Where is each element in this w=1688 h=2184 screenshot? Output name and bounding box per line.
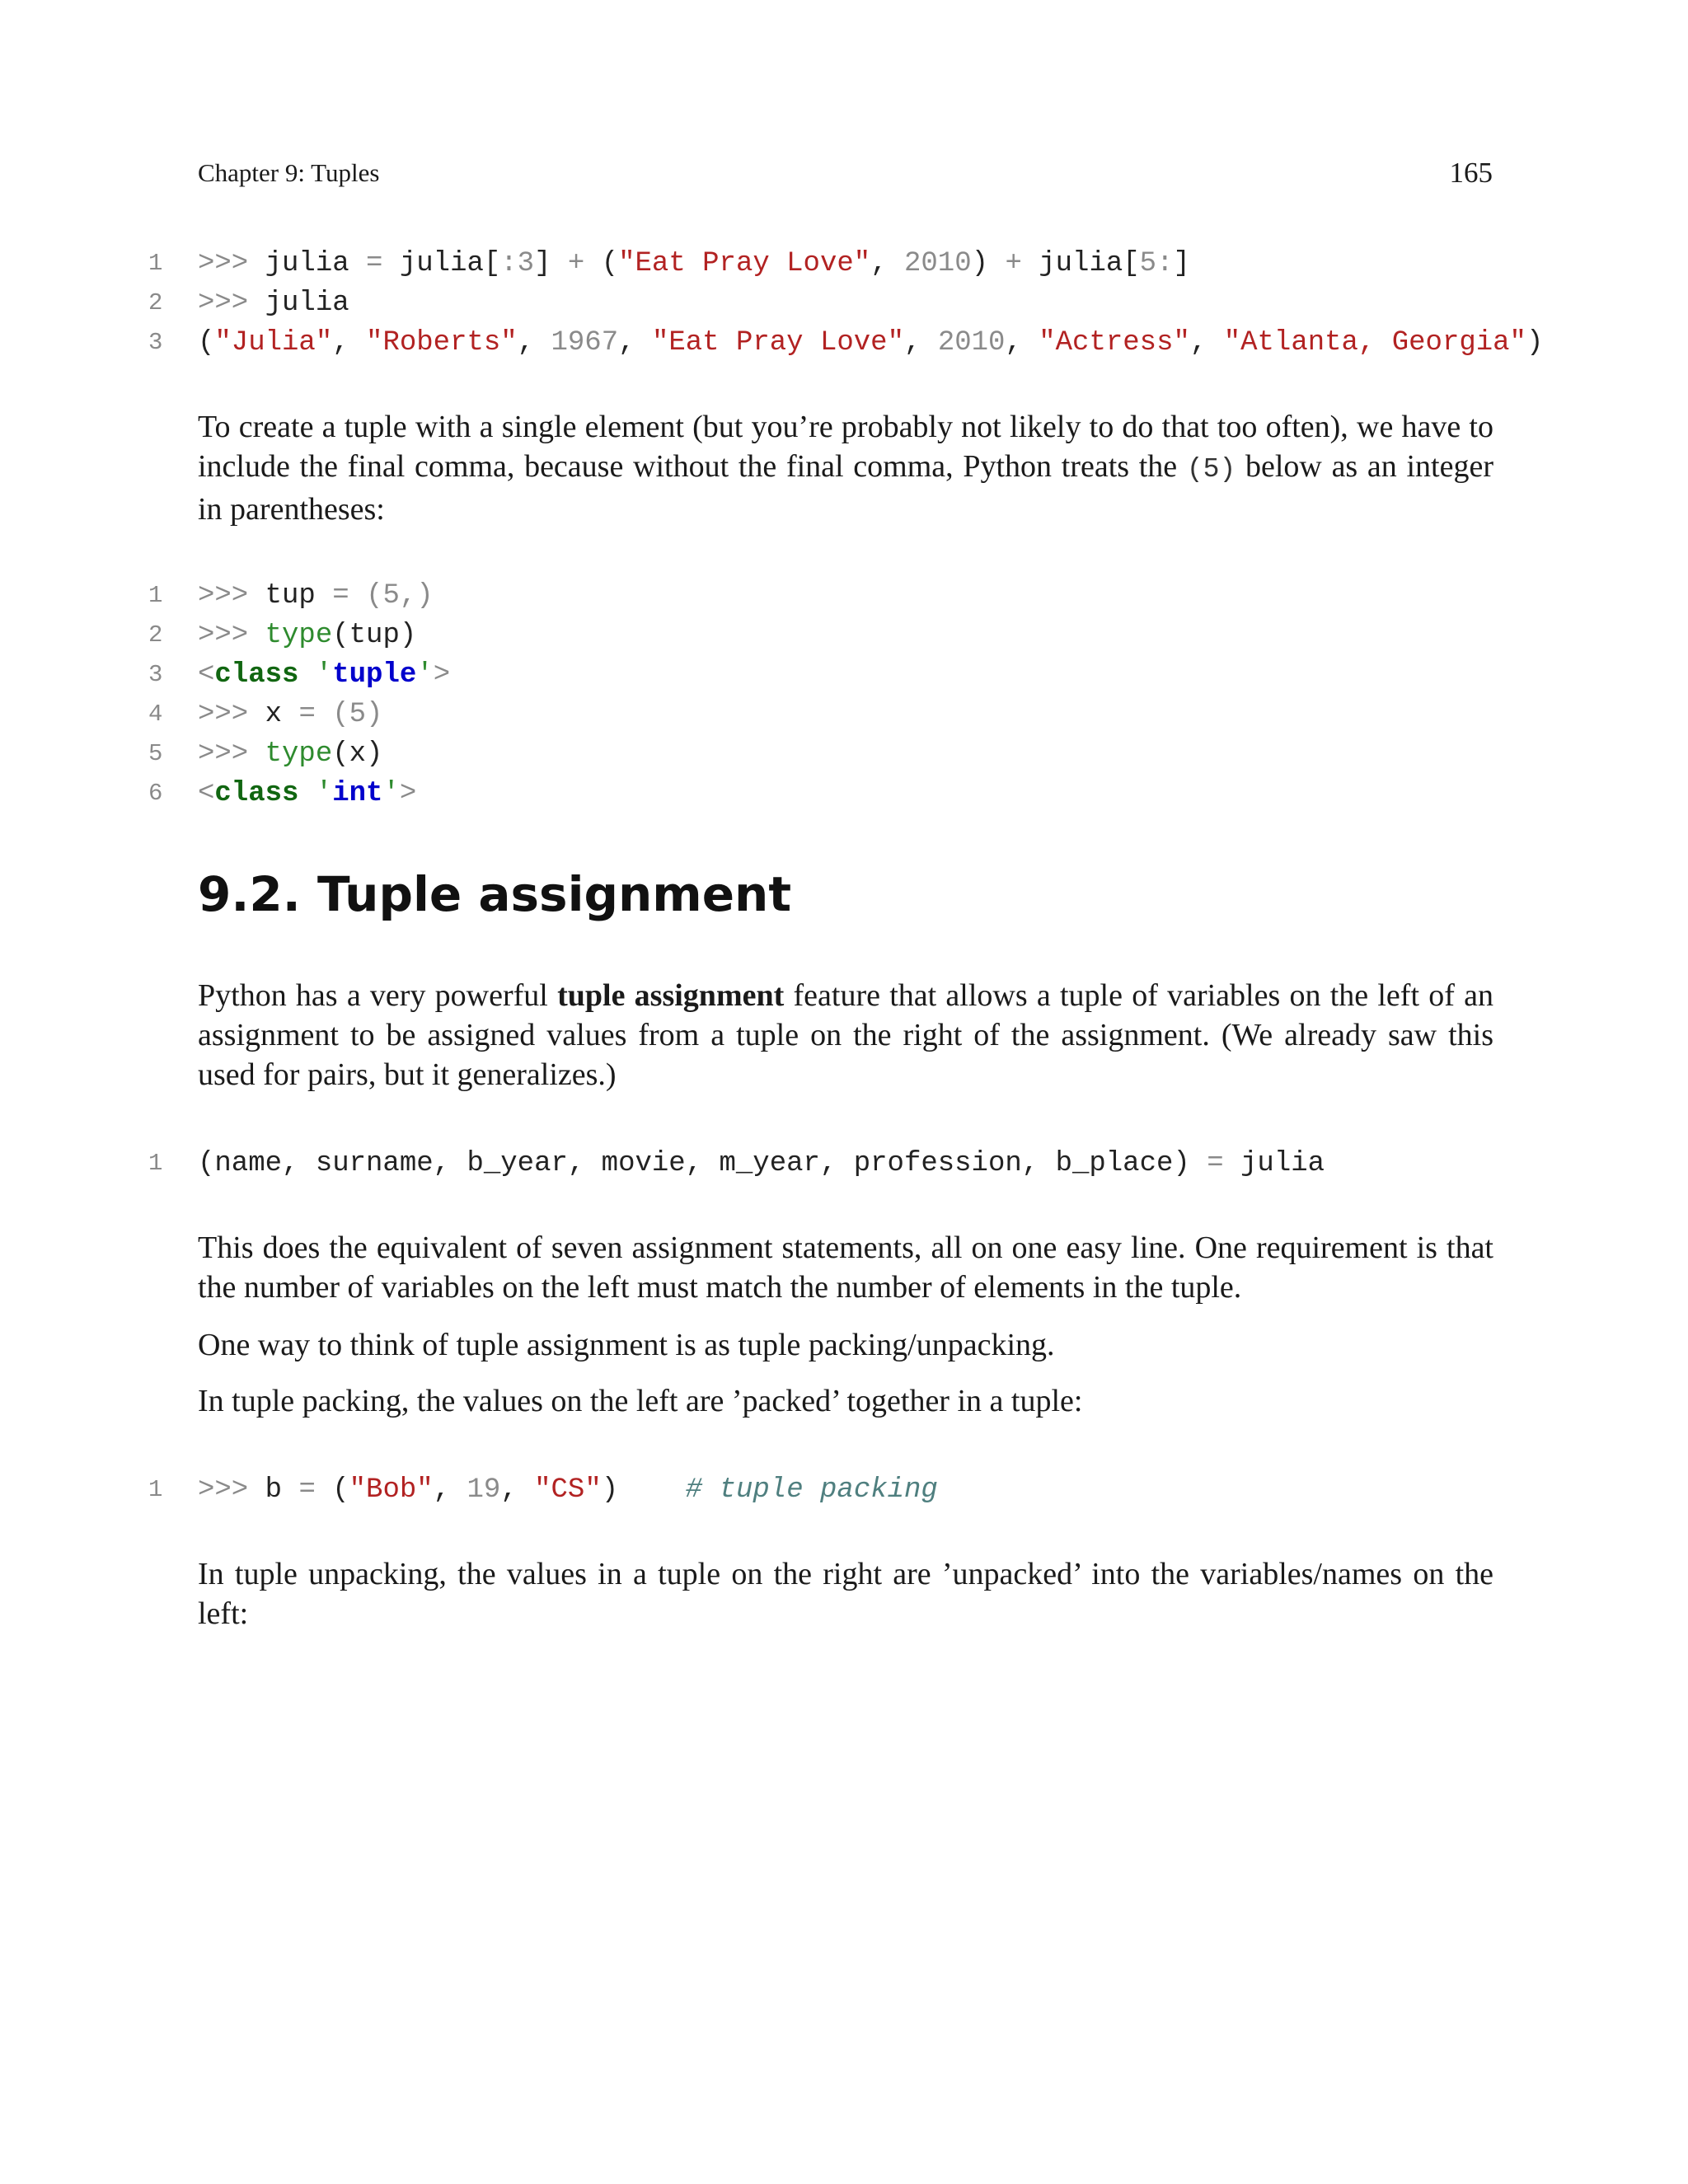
line-number: 2 [148,289,163,316]
code-token: int [332,778,383,809]
code-token: ] [534,248,568,279]
code-token: = [298,1474,316,1506]
code-token: type [265,738,333,770]
code-token: "Roberts" [366,327,518,359]
paragraph-unpacking: In tuple unpacking, the values in a tuple on the right are ’unpacked’ into the variables/names on the left: [198,1557,1493,1631]
code-token: x [265,699,299,730]
paragraph-packing-intro: One way to think of tuple assignment is as tuple packing/unpacking. [198,1328,1055,1362]
code-line [0,774,1688,813]
code-token: (5) [332,699,383,730]
code-token: (name, surname, b_year, movie, m_year, profession, b_place) [198,1148,1207,1179]
section-heading: 9.2. Tuple assignment [198,866,792,922]
code-token: ( [198,327,215,359]
code-token: "Eat Pray Love" [651,327,904,359]
code-token: , [1189,327,1224,359]
code-token: ] [1173,248,1190,279]
running-header [198,157,1493,190]
code-token: ( [315,1474,349,1506]
code-token: + [1005,248,1022,279]
paragraph-tuple-assignment: Python has a very powerful tuple assignment feature that allows a tuple of variables on the left of an assignment to be assigned values from a tuple on the right of the assignment. (We already saw this used for pairs, but it generalizes.) [198,978,1493,1092]
code-token: , [1005,327,1039,359]
code-line [0,1144,1688,1183]
code-line [0,284,1688,323]
code-token: > [433,659,451,691]
code-token: # tuple packing [685,1474,938,1506]
paragraph-single-element: To create a tuple with a single element (but you’re probably not likely to do that too often), we have to include the final comma, because without the final comma, Python treats the (5) below as an integer in parentheses: [198,410,1493,527]
code-token: 5: [1139,248,1174,279]
code-token: , [904,327,938,359]
code-token: ' [416,659,434,691]
paragraph-packing: In tuple packing, the values on the left are ’packed’ together in a tuple: [198,1384,1083,1418]
code-token [349,580,366,612]
code-token: "Atlanta, Georgia" [1223,327,1526,359]
code-block-4 [0,1470,1688,1510]
code-token: "Julia" [214,327,333,359]
code-token: julia[ [1021,248,1140,279]
code-token: class [214,778,299,809]
line-number: 1 [148,1150,163,1177]
code-token: ' [382,778,400,809]
code-token: , [870,248,904,279]
line-number: 3 [148,661,163,688]
code-token: >>> [198,580,265,612]
code-token: < [198,778,215,809]
code-token: , [618,327,652,359]
code-token: , [517,327,551,359]
code-token: class [214,659,299,691]
code-text [198,576,434,616]
code-token: >>> [198,738,265,770]
code-token: >>> [198,620,265,651]
code-token: = [1207,1148,1224,1179]
code-token: = [366,248,383,279]
code-text [198,323,1543,363]
code-token: tuple [332,659,417,691]
line-number: 2 [148,621,163,649]
code-token: 2010 [904,248,972,279]
line-number: 1 [148,582,163,609]
code-token: 1967 [551,327,619,359]
code-token: julia [265,288,349,319]
line-number: 5 [148,740,163,767]
bold-term: tuple assignment [557,978,785,1013]
line-number: 4 [148,701,163,728]
code-token: >>> [198,288,265,319]
code-token: < [198,659,215,691]
code-token: + [567,248,585,279]
code-token: (x) [332,738,383,770]
paragraph-equivalent: This does the equivalent of seven assignment statements, all on one easy line. One requirement is that the number of variables on the left must match the number of elements in the tuple. [198,1230,1493,1305]
code-token: ) [971,248,1006,279]
code-text [198,284,349,323]
code-token: julia[ [382,248,501,279]
code-token: > [399,778,417,809]
code-text [198,774,416,813]
code-token: >>> [198,248,265,279]
code-token: "Eat Pray Love" [618,248,871,279]
code-line [0,323,1688,363]
code-token: ( [584,248,619,279]
line-number: 1 [148,1476,163,1503]
chapter-title: Chapter 9: Tuples [198,158,380,187]
code-text [198,695,382,734]
code-block-3 [0,1144,1688,1183]
code-line [0,695,1688,734]
page-number: 165 [1449,157,1493,189]
code-token: , [500,1474,535,1506]
code-text [198,244,1190,284]
code-token: >>> [198,1474,265,1506]
code-token: tup [265,580,333,612]
code-line [0,1470,1688,1510]
code-token [298,778,315,809]
code-token: ) [1526,327,1544,359]
code-token: = [332,580,349,612]
line-number: 3 [148,329,163,356]
code-token: 19 [467,1474,501,1506]
code-token: type [265,620,333,651]
code-line [0,244,1688,284]
code-token: (tup) [332,620,417,651]
code-block-1 [0,244,1688,363]
code-token: b [265,1474,299,1506]
code-token: "CS" [534,1474,602,1506]
code-token: ' [315,778,333,809]
code-block-2 [0,576,1688,813]
code-token [298,659,315,691]
code-text [198,655,450,695]
code-line [0,616,1688,655]
line-number: 1 [148,250,163,277]
code-token: = [298,699,316,730]
code-token: 2010 [937,327,1006,359]
code-line [0,576,1688,616]
code-text [198,734,382,774]
inline-code: (5) [1186,454,1236,485]
line-number: 6 [148,780,163,807]
code-token: ) [601,1474,686,1506]
code-token: , [433,1474,467,1506]
code-text [198,1470,938,1510]
code-text [198,1144,1325,1183]
code-token: ' [315,659,333,691]
code-token: :3 [500,248,535,279]
code-text [198,616,416,655]
code-token [316,699,332,730]
code-token: julia [265,248,367,279]
code-token: , [332,327,367,359]
code-token: "Actress" [1039,327,1190,359]
code-token: julia [1223,1148,1325,1179]
code-token: >>> [198,699,265,730]
code-token: "Bob" [349,1474,434,1506]
code-token: (5,) [366,580,434,612]
code-line [0,655,1688,695]
code-line [0,734,1688,774]
